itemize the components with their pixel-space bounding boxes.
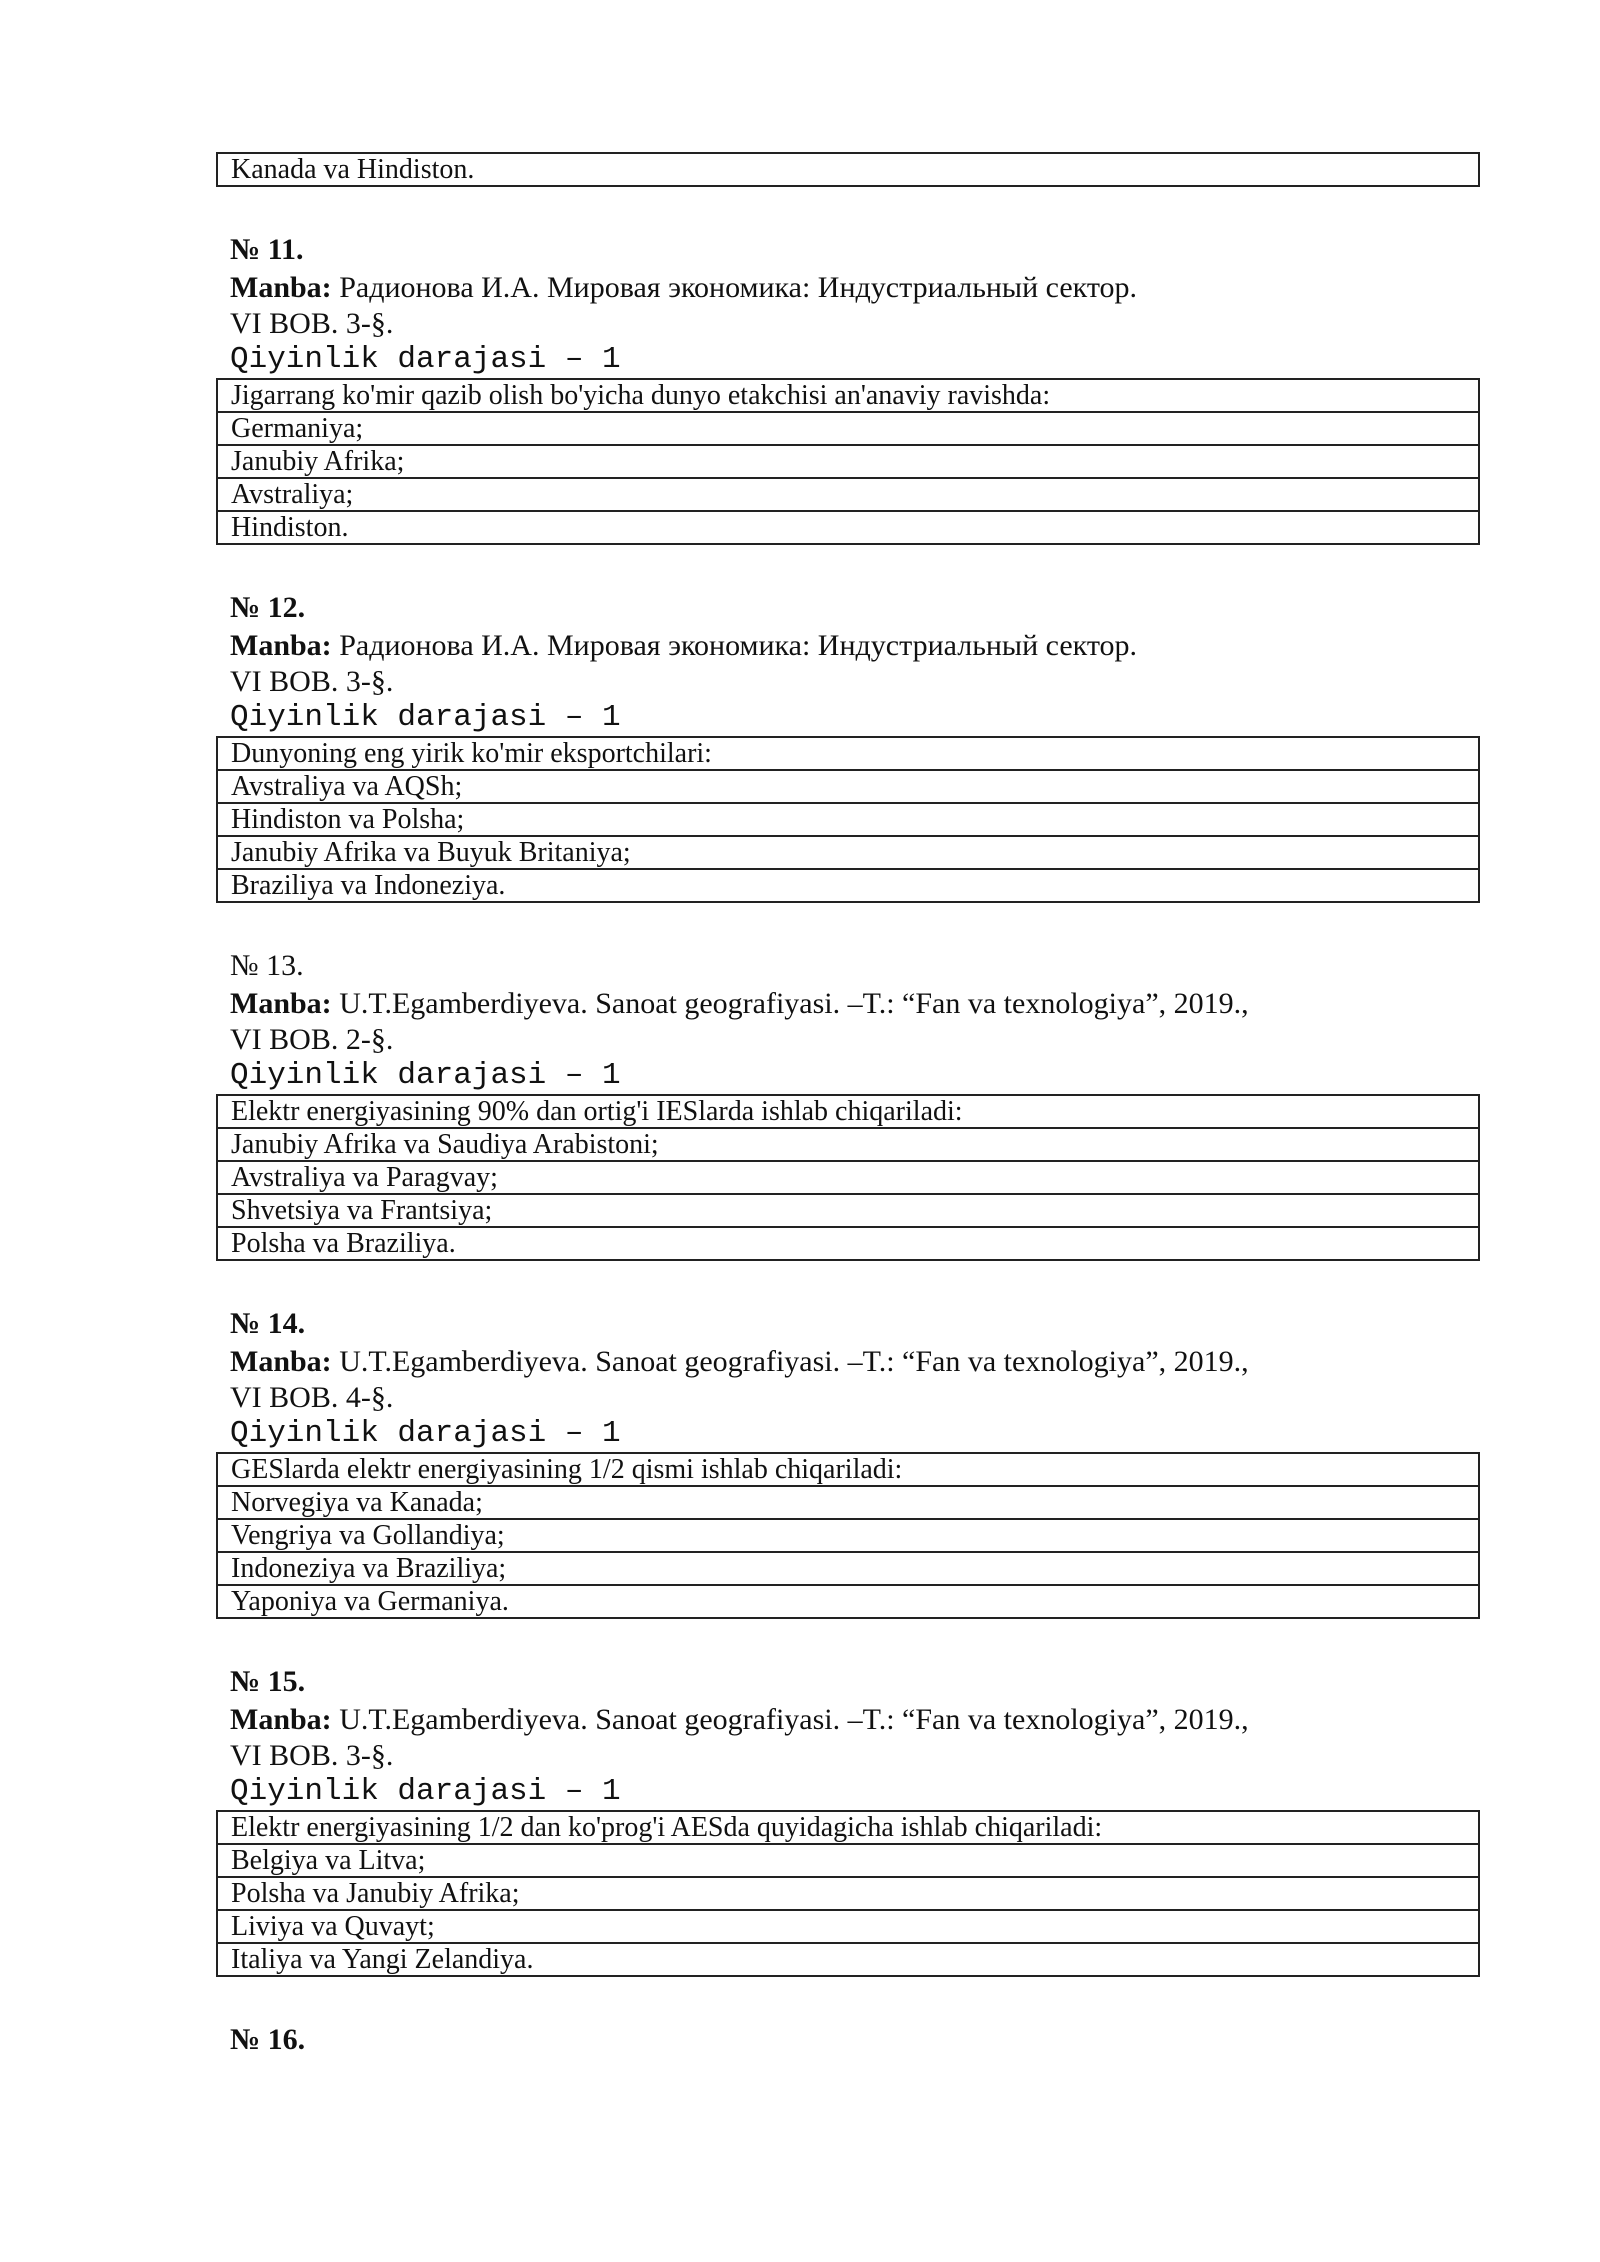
table-row	[217, 1128, 1479, 1161]
answer-option: Norvegiya va Kanada;	[217, 1486, 1479, 1519]
question-source	[216, 985, 1480, 1022]
question-block-13	[216, 947, 1480, 1261]
answer-option: Hindiston.	[217, 511, 1479, 544]
answer-option: Yaponiya va Germaniya.	[217, 1585, 1479, 1618]
table-row	[217, 1194, 1479, 1227]
question-difficulty: Qiyinlik darajasi – 1	[230, 1774, 621, 1809]
table-row	[217, 478, 1479, 511]
table-row	[217, 1519, 1479, 1552]
table-row	[217, 153, 1479, 186]
table-row	[217, 869, 1479, 902]
question-table	[216, 1810, 1480, 1977]
source-label: Manba:	[230, 271, 332, 304]
question-text: Jigarrang ko'mir qazib olish bo'yicha dunyo etakchisi an'anaviy ravishda:	[217, 379, 1479, 412]
question-chapter: VI BOB. 3-§.	[230, 307, 394, 340]
table-row	[217, 1161, 1479, 1194]
answer-option: Janubiy Afrika va Saudiya Arabistoni;	[217, 1128, 1479, 1161]
source-label: Manba:	[230, 629, 332, 662]
table-row	[217, 836, 1479, 869]
source-text: U.T.Egamberdiyeva. Sanoat geografiyasi. –T.: “Fan va texnologiya”, 2019.,	[339, 987, 1249, 1020]
answer-option: Avstraliya va AQSh;	[217, 770, 1479, 803]
question-block-16	[216, 2021, 1480, 2059]
question-text: GESlarda elektr energiyasining 1/2 qismi ishlab chiqariladi:	[217, 1453, 1479, 1486]
source-label: Manba:	[230, 1703, 332, 1736]
question-chapter: VI BOB. 2-§.	[230, 1023, 394, 1056]
question-block-11	[216, 231, 1480, 545]
question-difficulty: Qiyinlik darajasi – 1	[230, 700, 621, 735]
question-table	[216, 1452, 1480, 1619]
question-source	[216, 1701, 1480, 1738]
table-row	[217, 1552, 1479, 1585]
previous-question-tail-table	[216, 152, 1480, 187]
question-chapter: VI BOB. 3-§.	[230, 665, 394, 698]
source-label: Manba:	[230, 987, 332, 1020]
answer-option: Indoneziya va Braziliya;	[217, 1552, 1479, 1585]
question-chapter: VI BOB. 3-§.	[230, 1739, 394, 1772]
answer-option: Kanada va Hindiston.	[217, 153, 1479, 186]
table-row	[217, 770, 1479, 803]
question-block-12	[216, 589, 1480, 903]
question-number: № 13.	[230, 949, 304, 982]
table-row	[217, 445, 1479, 478]
question-block-14	[216, 1305, 1480, 1619]
source-text: U.T.Egamberdiyeva. Sanoat geografiyasi. –T.: “Fan va texnologiya”, 2019.,	[339, 1345, 1249, 1378]
table-row	[217, 1227, 1479, 1260]
question-number: № 15.	[230, 1665, 306, 1698]
answer-option: Liviya va Quvayt;	[217, 1910, 1479, 1943]
question-number: № 11.	[230, 233, 304, 266]
answer-option: Avstraliya va Paragvay;	[217, 1161, 1479, 1194]
question-source	[216, 1343, 1480, 1380]
answer-option: Braziliya va Indoneziya.	[217, 869, 1479, 902]
question-number: № 16.	[230, 2023, 306, 2056]
answer-option: Belgiya va Litva;	[217, 1844, 1479, 1877]
table-row	[217, 1585, 1479, 1618]
question-number: № 14.	[230, 1307, 306, 1340]
question-table	[216, 736, 1480, 903]
question-table	[216, 1094, 1480, 1261]
answer-option: Polsha va Braziliya.	[217, 1227, 1479, 1260]
table-row	[217, 412, 1479, 445]
answer-option: Vengriya va Gollandiya;	[217, 1519, 1479, 1552]
question-chapter: VI BOB. 4-§.	[230, 1381, 394, 1414]
answer-option: Germaniya;	[217, 412, 1479, 445]
table-row	[217, 1453, 1479, 1486]
page-content	[216, 152, 1480, 2059]
question-source	[216, 269, 1480, 306]
answer-option: Italiya va Yangi Zelandiya.	[217, 1943, 1479, 1976]
answer-option: Janubiy Afrika;	[217, 445, 1479, 478]
question-text: Elektr energiyasining 90% dan ortig'i IESlarda ishlab chiqariladi:	[217, 1095, 1479, 1128]
answer-option: Hindiston va Polsha;	[217, 803, 1479, 836]
question-source	[216, 627, 1480, 664]
table-row	[217, 1910, 1479, 1943]
table-row	[217, 1943, 1479, 1976]
question-number: № 12.	[230, 591, 306, 624]
answer-option: Janubiy Afrika va Buyuk Britaniya;	[217, 836, 1479, 869]
question-difficulty: Qiyinlik darajasi – 1	[230, 1416, 621, 1451]
question-text: Dunyoning eng yirik ko'mir eksportchilari:	[217, 737, 1479, 770]
table-row	[217, 1811, 1479, 1844]
answer-option: Avstraliya;	[217, 478, 1479, 511]
question-difficulty: Qiyinlik darajasi – 1	[230, 342, 621, 377]
table-row	[217, 1095, 1479, 1128]
table-row	[217, 737, 1479, 770]
source-text: Радионова И.А. Мировая экономика: Индустриальный сектор.	[339, 271, 1138, 304]
table-row	[217, 1844, 1479, 1877]
question-block-15	[216, 1663, 1480, 1977]
question-difficulty: Qiyinlik darajasi – 1	[230, 1058, 621, 1093]
question-text: Elektr energiyasining 1/2 dan ko'prog'i AESda quyidagicha ishlab chiqariladi:	[217, 1811, 1479, 1844]
table-row	[217, 1877, 1479, 1910]
table-row	[217, 803, 1479, 836]
answer-option: Polsha va Janubiy Afrika;	[217, 1877, 1479, 1910]
table-row	[217, 1486, 1479, 1519]
source-text: Радионова И.А. Мировая экономика: Индустриальный сектор.	[339, 629, 1138, 662]
source-label: Manba:	[230, 1345, 332, 1378]
table-row	[217, 511, 1479, 544]
question-table	[216, 378, 1480, 545]
table-row	[217, 379, 1479, 412]
source-text: U.T.Egamberdiyeva. Sanoat geografiyasi. –T.: “Fan va texnologiya”, 2019.,	[339, 1703, 1249, 1736]
answer-option: Shvetsiya va Frantsiya;	[217, 1194, 1479, 1227]
